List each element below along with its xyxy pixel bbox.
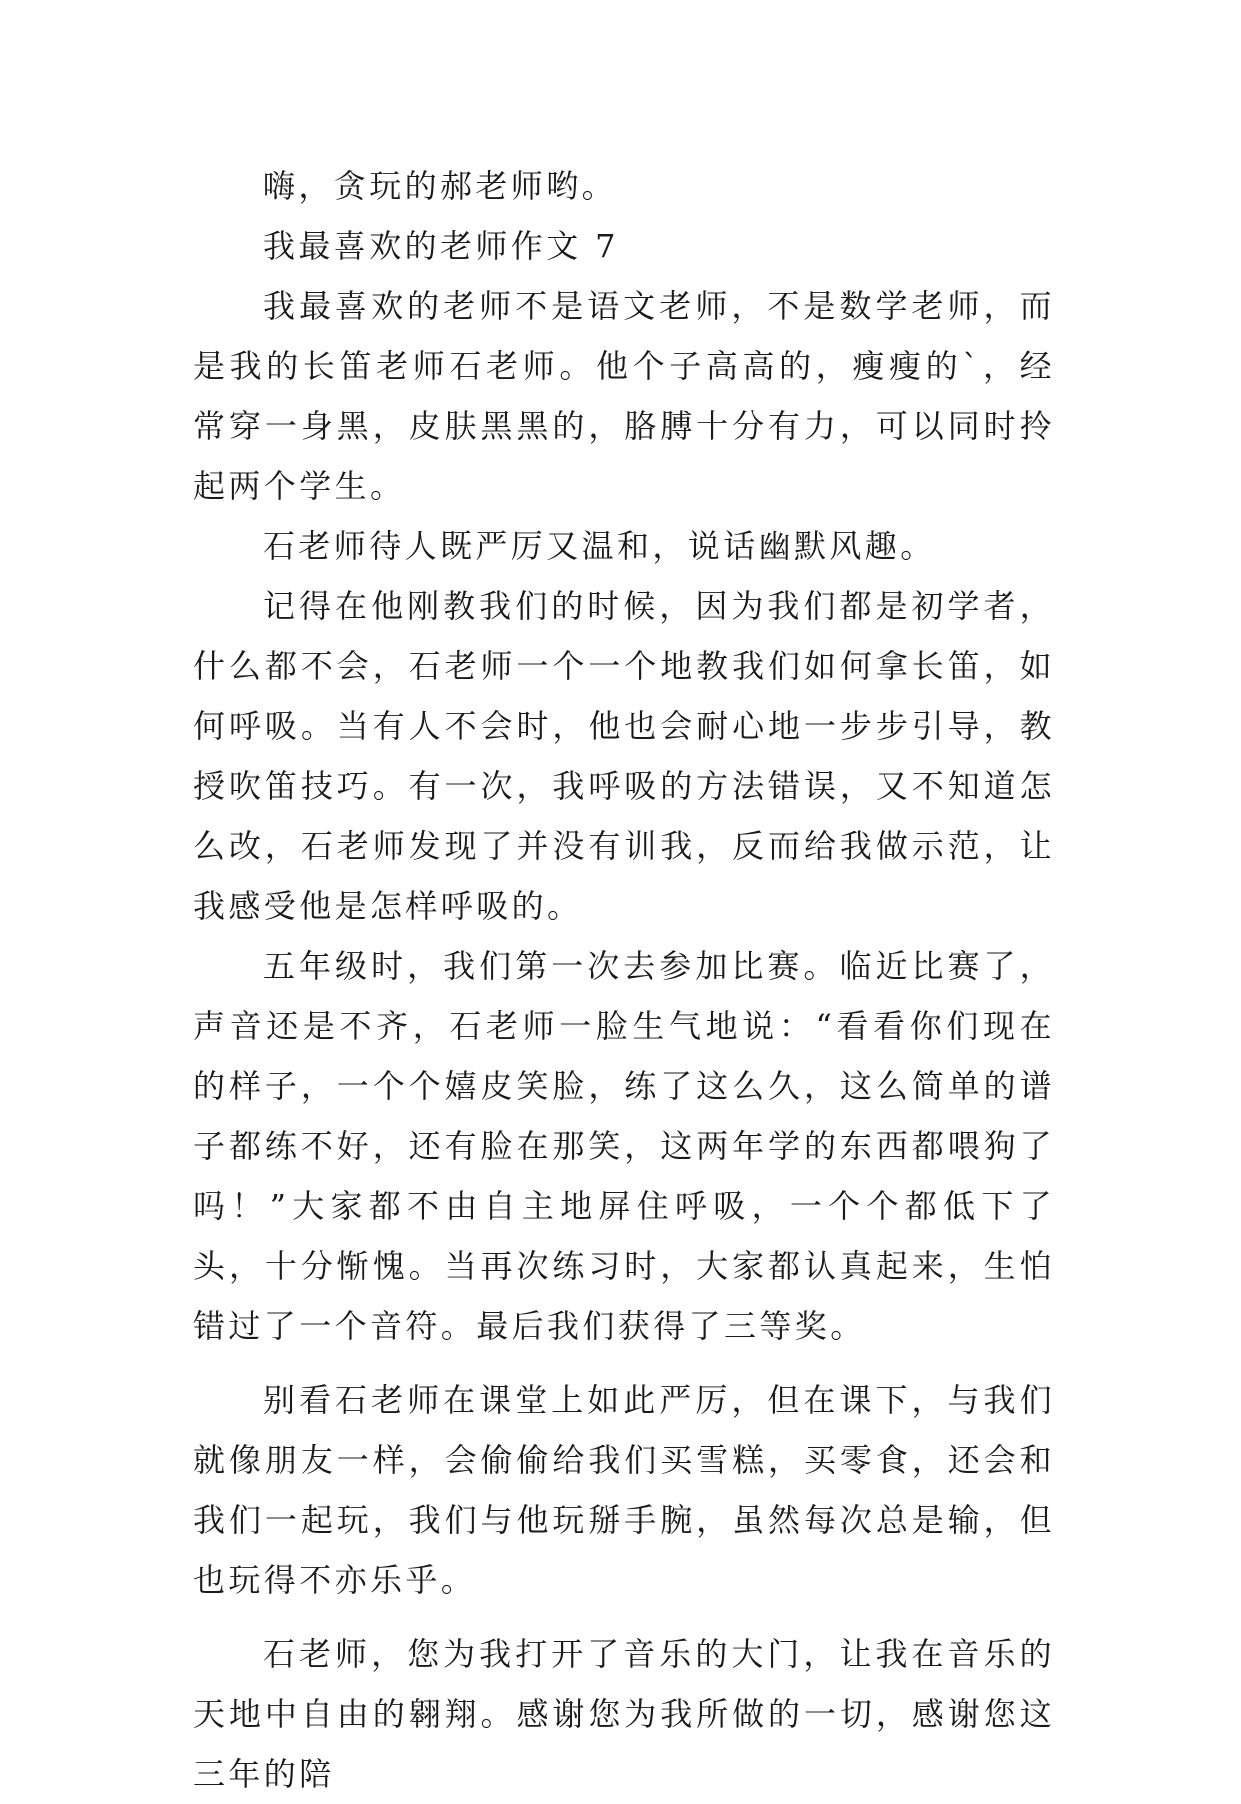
paragraph-after-class: 别看石老师在课堂上如此严厉，但在课下，与我们就像朋友一样，会偷偷给我们买雪糕，买零食，还会和我们一起玩，我们与他玩掰手腕，虽然每次总是输，但也玩得不亦乐乎。	[193, 1381, 1055, 1599]
paragraph-closing-line: 嗨，贪玩的郝老师哟。	[263, 167, 618, 205]
paragraph-intro: 我最喜欢的老师不是语文老师，不是数学老师，而是我的长笛老师石老师。他个子高高的，瘦瘦的`，经常穿一身黑，皮肤黑黑的，胳膊十分有力，可以同时拎起两个学生。	[193, 287, 1055, 505]
paragraph-gratitude: 石老师，您为我打开了音乐的大门，让我在音乐的天地中自由的翱翔。感谢您为我所做的一切，感谢您这三年的陪	[193, 1635, 1055, 1793]
paragraph-teaching: 记得在他刚教我们的时候，因为我们都是初学者，什么都不会，石老师一个一个地教我们如何拿长笛，如何呼吸。当有人不会时，他也会耐心地一步步引导，教授吹笛技巧。有一次，我呼吸的方法错误，又不知道怎么改，石老师发现了并没有训我，反而给我做示范，让我感受他是怎样呼吸的。	[193, 587, 1055, 925]
essay-title: 我最喜欢的老师作文 7	[263, 227, 619, 265]
paragraph-personality: 石老师待人既严厉又温和，说话幽默风趣。	[263, 527, 936, 565]
paragraph-competition: 五年级时，我们第一次去参加比赛。临近比赛了，声音还是不齐，石老师一脸生气地说：“看看你们现在的样子，一个个嬉皮笑脸，练了这么久，这么简单的谱子都练不好，还有脸在那笑，这两年学的东西都喂狗了吗！”大家都不由自主地屏住呼吸，一个个都低下了头，十分惭愧。当再次练习时，大家都认真起来，生怕错过了一个音符。最后我们获得了三等奖。	[193, 947, 1055, 1345]
document-body	[193, 156, 1055, 1804]
